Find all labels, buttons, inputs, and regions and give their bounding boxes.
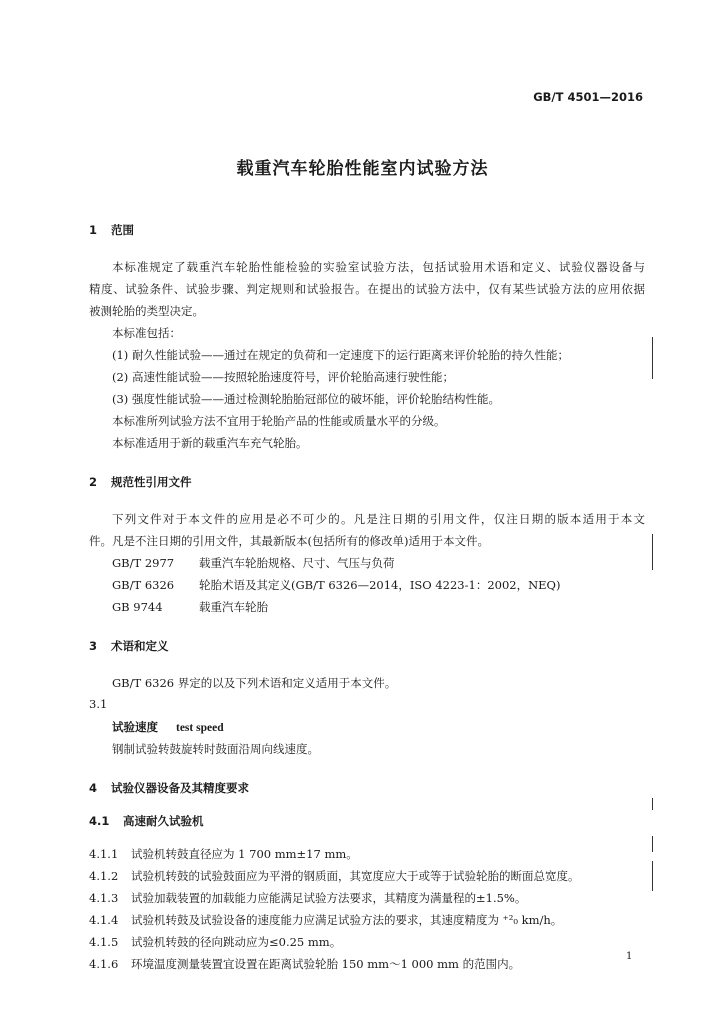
scope-item: (3) 强度性能试验——通过检测轮胎胎冠部位的破坏能，评价轮胎结构性能。 (112, 392, 500, 406)
section-title: 试验仪器设备及其精度要求 (111, 781, 249, 795)
reference-item (112, 577, 560, 593)
change-bar (652, 861, 653, 891)
standard-code: GB/T 4501—2016 (533, 90, 643, 104)
reference-title: 轮胎术语及其定义(GB/T 6326—2014，ISO 4223-1：2002，NEQ) (199, 578, 561, 592)
reference-code: GB/T 6326 (112, 578, 175, 592)
section-title: 规范性引用文件 (111, 475, 192, 489)
section-title: 术语和定义 (111, 639, 169, 653)
reference-code: GB 9744 (112, 600, 163, 614)
scope-note: 本标准所列试验方法不宜用于轮胎产品的性能或质量水平的分级。 (112, 414, 446, 428)
clause-text: 试验机转鼓直径应为 1 700 mm±17 mm。 (131, 847, 358, 861)
change-bar (652, 798, 653, 810)
term-entry (112, 719, 224, 735)
section-number: 4 (89, 781, 98, 795)
scope-includes-line: 本标准包括： (112, 326, 181, 340)
paragraph-line: 被测轮胎的类型决定。 (89, 304, 204, 318)
reference-item (112, 555, 395, 571)
subsection-4-1-heading (89, 813, 204, 829)
term-chinese: 试验速度 (112, 720, 158, 734)
clause-item (89, 846, 358, 862)
reference-item (112, 599, 268, 615)
section-title: 范围 (111, 223, 134, 237)
clause-item (89, 868, 580, 884)
clause-item (89, 956, 520, 972)
section-number: 1 (89, 223, 98, 237)
terms-intro: GB/T 6326 界定的以及下列术语和定义适用于本文件。 (112, 676, 397, 690)
normative-references-intro (89, 511, 645, 555)
paragraph-line: 件。凡是不注日期的引用文件，其最新版本(包括所有的修改单)适用于本文件。 (89, 534, 489, 548)
page-number: 1 (626, 951, 633, 962)
section-4-heading (89, 780, 249, 796)
section-2-heading (89, 474, 192, 490)
clause-text: 环境温度测量装置宜设置在距离试验轮胎 150 mm～1 000 mm 的范围内。 (131, 957, 521, 971)
section-number: 2 (89, 475, 98, 489)
clause-number: 4.1.3 (89, 891, 119, 905)
reference-title: 载重汽车轮胎规格、尺寸、气压与负荷 (199, 556, 395, 570)
clause-text: 试验加载装置的加载能力应能满足试验方法要求，其精度为满量程的±1.5%。 (131, 891, 527, 905)
paragraph-line: 本标准规定了载重汽车轮胎性能检验的实验室试验方法，包括试验用术语和定义、试验仪器设备与 (112, 260, 645, 274)
paragraph-line: 精度、试验条件、试验步骤、判定规则和试验报告。在提出的试验方法中，仅有某些试验方法的应用依据 (89, 282, 645, 296)
section-3-heading (89, 638, 169, 654)
clause-text: 试验机转鼓的试验鼓面应为平滑的钢质面，其宽度应大于或等于试验轮胎的断面总宽度。 (131, 869, 580, 883)
clause-number: 4.1.5 (89, 935, 119, 949)
scope-item: (1) 耐久性能试验——通过在规定的负荷和一定速度下的运行距离来评价轮胎的持久性能； (112, 348, 569, 362)
clause-text: 试验机转鼓的径向跳动应为≤0.25 mm。 (131, 935, 342, 949)
clause-number: 4.1.4 (89, 913, 119, 927)
clause-number: 4.1.6 (89, 957, 119, 971)
change-bar (652, 534, 653, 570)
subsection-number: 4.1 (89, 814, 110, 828)
reference-code: GB/T 2977 (112, 556, 175, 570)
document-title: 载重汽车轮胎性能室内试验方法 (236, 159, 489, 179)
change-bar (652, 836, 653, 852)
change-bar (652, 337, 653, 379)
scope-item: (2) 高速性能试验——按照轮胎速度符号，评价轮胎高速行驶性能； (112, 370, 454, 384)
scope-applicability: 本标准适用于新的载重汽车充气轮胎。 (112, 436, 308, 450)
term-number: 3.1 (89, 697, 108, 711)
term-definition: 钢制试验转鼓旋转时鼓面沿周向线速度。 (112, 742, 319, 756)
clause-item (89, 890, 526, 906)
scope-paragraph (89, 259, 645, 325)
section-number: 3 (89, 639, 98, 653)
section-1-heading (89, 222, 134, 238)
paragraph-line: 下列文件对于本文件的应用是必不可少的。凡是注日期的引用文件，仅注日期的版本适用于本文 (112, 512, 645, 526)
clause-number: 4.1.1 (89, 847, 119, 861)
term-english: test speed (176, 722, 224, 734)
reference-title: 载重汽车轮胎 (199, 600, 268, 614)
clause-item (89, 934, 341, 950)
clause-number: 4.1.2 (89, 869, 119, 883)
clause-text: 试验机转鼓及试验设备的速度能力应满足试验方法的要求，其速度精度为 ⁺²₀ km/h。 (131, 913, 563, 927)
clause-item (89, 912, 562, 928)
subsection-title: 高速耐久试验机 (123, 814, 204, 828)
